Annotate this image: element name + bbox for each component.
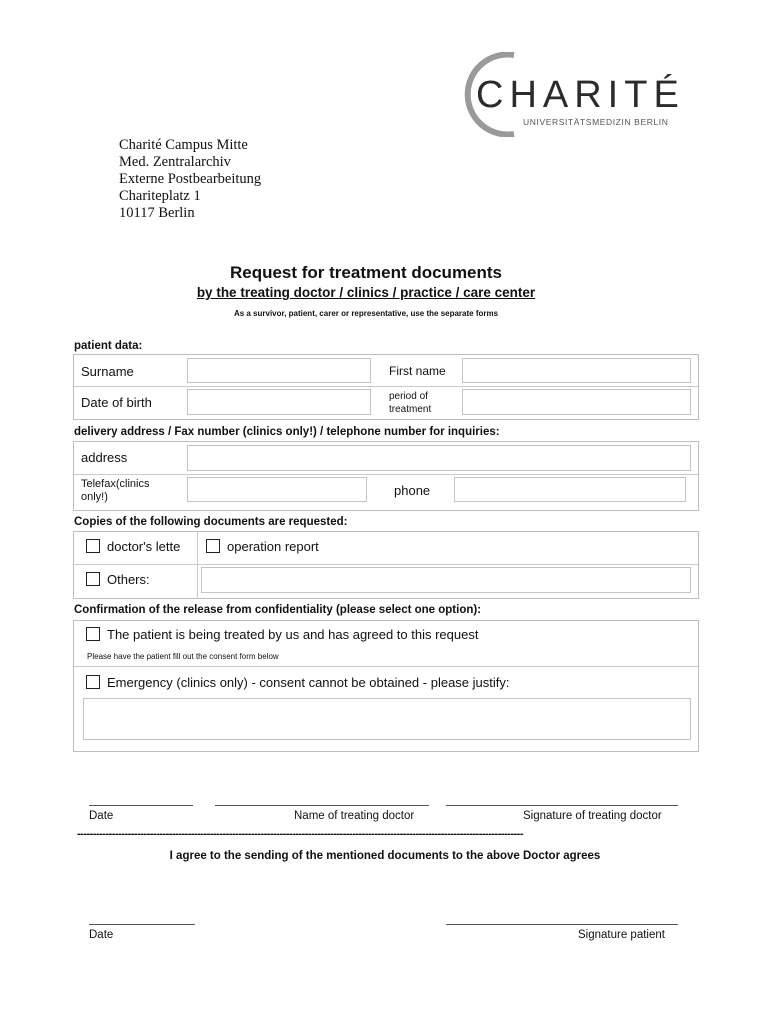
copies-section-label: Copies of the following documents are requested: — [74, 516, 348, 528]
divider — [74, 666, 698, 667]
logo-subtitle: UNIVERSITÄTSMEDIZIN BERLIN — [523, 117, 669, 127]
others-label: Others: — [107, 572, 150, 587]
operation-report-label: operation report — [227, 539, 319, 554]
divider — [74, 386, 698, 387]
surname-label: Surname — [81, 364, 134, 379]
period-label: period of treatment — [389, 391, 432, 415]
operation-report-checkbox[interactable] — [206, 539, 220, 553]
divider — [197, 532, 198, 598]
doctors-letter-label: doctor's lette — [107, 539, 181, 554]
divider — [74, 474, 698, 475]
logo-wordmark: CHARITÉ — [476, 74, 685, 116]
address-line: Charité Campus Mitte — [119, 137, 248, 153]
address-label: address — [81, 450, 128, 465]
others-checkbox[interactable] — [86, 572, 100, 586]
dob-field[interactable] — [187, 389, 371, 415]
doctor-signature-label: Signature of treating doctor — [523, 810, 662, 822]
address-line: Med. Zentralarchiv — [119, 154, 231, 170]
date2-label: Date — [89, 929, 114, 941]
period-field[interactable] — [462, 389, 691, 415]
doctor-signature-line — [446, 805, 678, 806]
date-label: Date — [89, 810, 114, 822]
date-signature-line — [89, 805, 193, 806]
agreement-text: I agree to the sending of the mentioned documents to the above Doctor agrees — [169, 850, 601, 862]
patient-signature-line — [446, 924, 678, 925]
consent-note: Please have the patient fill out the consent form below — [87, 652, 279, 661]
surname-field[interactable] — [187, 358, 371, 383]
others-field[interactable] — [201, 567, 691, 593]
doctor-name-signature-line — [215, 805, 429, 806]
justification-field[interactable] — [83, 698, 691, 740]
divider — [74, 564, 698, 565]
confirmation-section-label: Confirmation of the release from confidentiality (please select one option): — [74, 604, 482, 616]
fax-field[interactable] — [187, 477, 367, 502]
form-note: As a survivor, patient, carer or representative, use the separate forms — [233, 309, 499, 318]
cut-line: --------------------------------------------------------------------------------------------------------------------------------------------- — [77, 828, 523, 840]
fax-label: Telefax(clinics only!) — [81, 478, 150, 503]
address-field[interactable] — [187, 445, 691, 471]
recipient-address — [119, 137, 261, 222]
patient-section-label: patient data: — [74, 340, 143, 352]
phone-field[interactable] — [454, 477, 686, 502]
consent-checkbox[interactable] — [86, 627, 100, 641]
first-name-label: First name — [389, 364, 446, 378]
address-line: Externe Postbearbeitung — [119, 171, 262, 187]
phone-label: phone — [394, 483, 431, 498]
emergency-label: Emergency (clinics only) - consent cannot be obtained - please justify: — [107, 675, 510, 690]
delivery-section-label: delivery address / Fax number (clinics only!) / telephone number for inquiries: — [74, 426, 500, 438]
address-line: 10117 Berlin — [119, 205, 195, 221]
dob-label: Date of birth — [81, 395, 152, 410]
doctors-letter-checkbox[interactable] — [86, 539, 100, 553]
form-subtitle: by the treating doctor / clinics / practice / care center — [196, 285, 536, 300]
patient-signature-label: Signature patient — [578, 929, 665, 941]
doctor-name-label: Name of treating doctor — [294, 810, 415, 822]
emergency-checkbox[interactable] — [86, 675, 100, 689]
address-line: Chariteplatz 1 — [119, 188, 201, 204]
consent-label: The patient is being treated by us and has agreed to this request — [107, 627, 479, 642]
first-name-field[interactable] — [462, 358, 691, 383]
date2-signature-line — [89, 924, 195, 925]
form-title: Request for treatment documents — [229, 263, 503, 282]
